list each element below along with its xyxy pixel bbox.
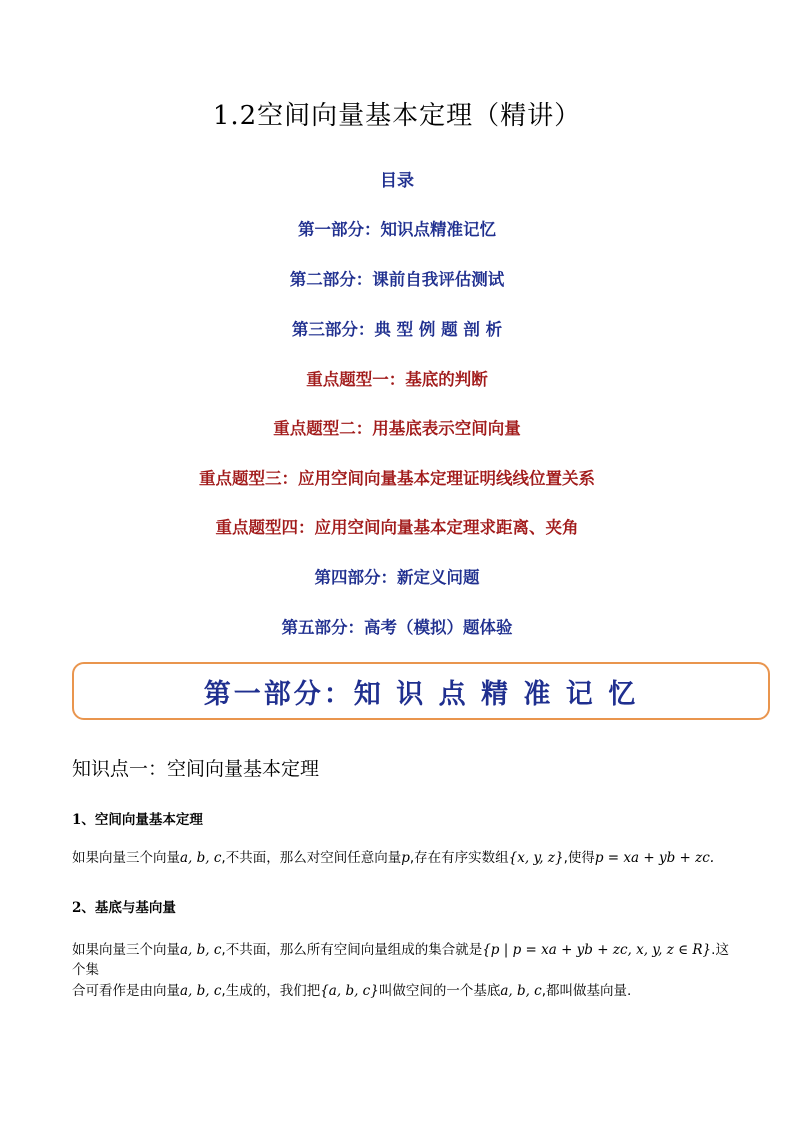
section2-text-e: ,生成的，我们把 xyxy=(221,983,321,999)
toc-item-type4[interactable]: 重点题型四：应用空间向量基本定理求距离、夹角 xyxy=(215,518,579,537)
section1-vector-p: p xyxy=(401,850,410,866)
toc-item-part5[interactable]: 第五部分：高考（模拟）题体验 xyxy=(281,618,513,637)
section2-paragraph-line2 xyxy=(72,981,732,1001)
section1-formula: p = xa + yb + zc. xyxy=(594,850,715,866)
section2-text-b: ,不共面，那么所有空间向量组成的集合就是 xyxy=(221,942,483,958)
section1-text-a: 如果向量三个向量 xyxy=(72,850,180,866)
section2-text-f: 叫做空间的一个基底 xyxy=(378,983,501,999)
section1-tuple: {x, y, z} xyxy=(508,850,564,866)
toc-item-part2[interactable]: 第二部分：课前自我评估测试 xyxy=(289,270,505,289)
toc-item-type2[interactable]: 重点题型二：用基底表示空间向量 xyxy=(273,419,521,438)
section2-vectors: a, b, c xyxy=(180,942,222,958)
section1-paragraph xyxy=(72,848,752,868)
section-banner xyxy=(72,662,770,720)
section1-text-b: ,不共面，那么对空间任意向量 xyxy=(221,850,402,866)
section2-text-g: ,都叫做基向量. xyxy=(541,983,632,999)
section-banner-label: 第一部分：知 识 点 精 准 记 忆 xyxy=(203,678,639,710)
section2-paragraph-line1 xyxy=(72,940,732,980)
toc-item-part3[interactable]: 第三部分：典 型 例 题 剖 析 xyxy=(291,320,503,339)
toc-item-type3[interactable]: 重点题型三：应用空间向量基本定理证明线线位置关系 xyxy=(199,469,595,488)
section1-text-c: ,存在有序实数组 xyxy=(409,850,509,866)
toc-item-part4[interactable]: 第四部分：新定义问题 xyxy=(314,568,480,587)
section2-set: {p | p = xa + yb + zc, x, y, z ∈ R} xyxy=(482,942,712,958)
section2-text-a: 如果向量三个向量 xyxy=(72,942,180,958)
section1-vectors: a, b, c xyxy=(180,850,222,866)
section1-text-d: ,使得 xyxy=(563,850,595,866)
knowledge-point-title: 知识点一：空间向量基本定理 xyxy=(72,758,320,780)
toc-heading: 目录 xyxy=(380,171,414,191)
section2-vectors-3: a, b, c xyxy=(500,983,542,999)
section2-title: 2、基底与基向量 xyxy=(72,900,176,916)
section2-vectors-2: a, b, c xyxy=(180,983,222,999)
section2-text-c: .这个集 xyxy=(72,942,729,978)
document-title: 1.2空间向量基本定理（精讲） xyxy=(212,101,582,131)
toc-item-part1[interactable]: 第一部分：知识点精准记忆 xyxy=(298,220,496,239)
section2-text-d: 合可看作是由向量 xyxy=(72,983,180,999)
section2-basis: {a, b, c} xyxy=(320,983,379,999)
section1-title: 1、空间向量基本定理 xyxy=(72,812,203,828)
toc-item-type1[interactable]: 重点题型一：基底的判断 xyxy=(306,370,488,389)
